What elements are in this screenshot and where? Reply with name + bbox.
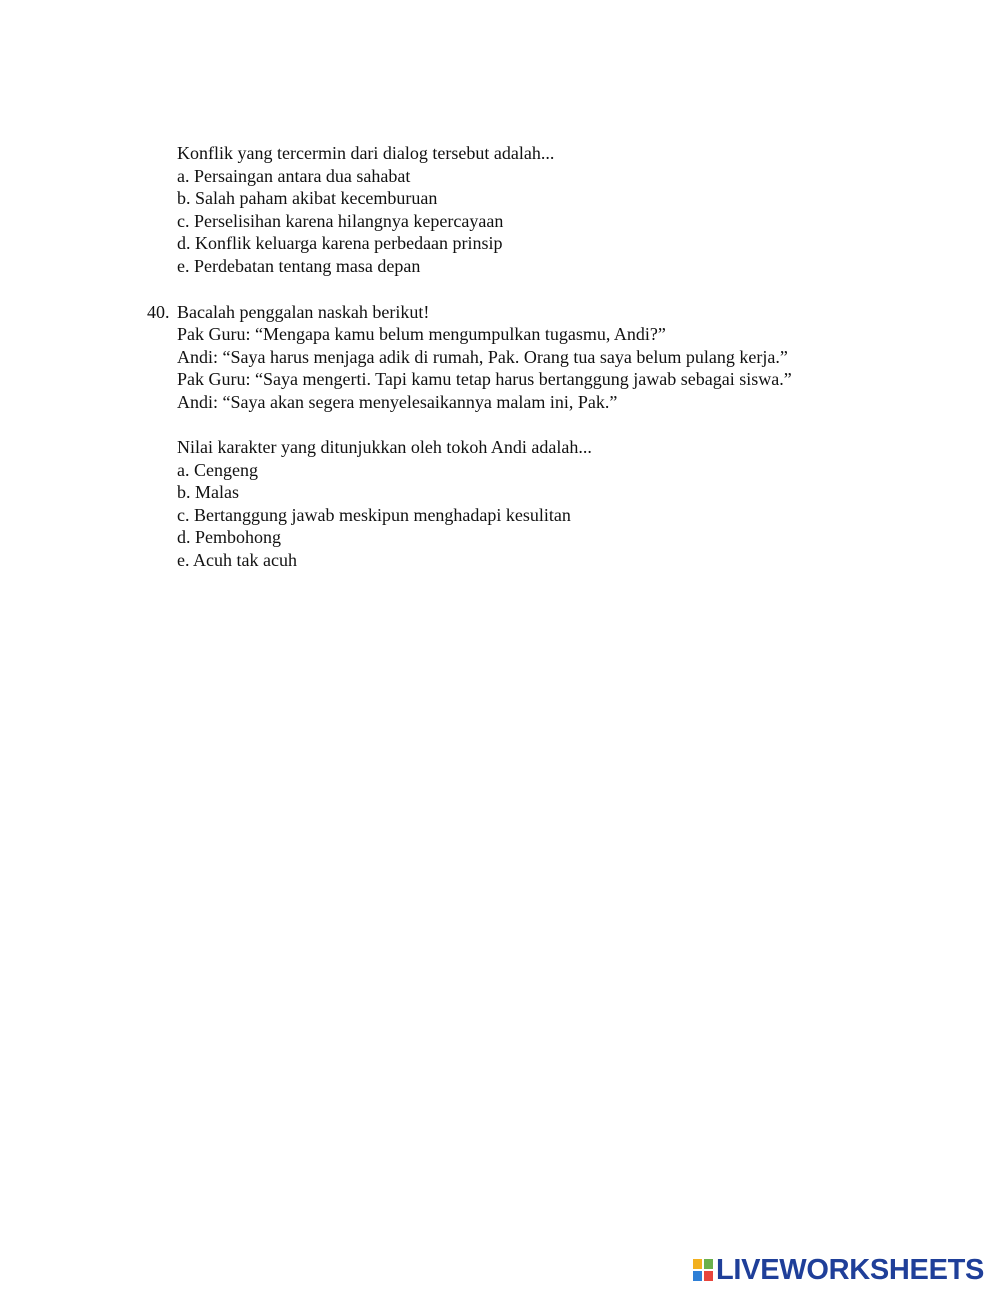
q39-option-e[interactable]: e. Perdebatan tentang masa depan xyxy=(177,256,421,276)
q40-dialog-line-3: Pak Guru: “Saya mengerti. Tapi kamu tetap harus bertanggung jawab sebagai siswa.” xyxy=(177,369,792,389)
q39-option-c[interactable]: c. Perselisihan karena hilangnya kepercayaan xyxy=(177,211,504,231)
q39-option-a[interactable]: a. Persaingan antara dua sahabat xyxy=(177,166,411,186)
q40-option-c[interactable]: c. Bertanggung jawab meskipun menghadapi kesulitan xyxy=(177,505,571,525)
q40-intro: Bacalah penggalan naskah berikut! xyxy=(177,302,430,322)
q40-number: 40. xyxy=(147,302,170,322)
q40-option-b[interactable]: b. Malas xyxy=(177,482,239,502)
liveworksheets-logo-text: LIVEWORKSHEETS xyxy=(716,1254,985,1286)
q40-dialog-line-2: Andi: “Saya harus menjaga adik di rumah, Pak. Orang tua saya belum pulang kerja.” xyxy=(177,347,788,367)
q40-dialog-line-4: Andi: “Saya akan segera menyelesaikannya malam ini, Pak.” xyxy=(177,392,618,412)
q39-prompt: Konflik yang tercermin dari dialog tersebut adalah... xyxy=(177,143,555,163)
q40-dialog-line-1: Pak Guru: “Mengapa kamu belum mengumpulkan tugasmu, Andi?” xyxy=(177,324,666,344)
liveworksheets-logo xyxy=(693,1256,984,1284)
q39-option-d[interactable]: d. Konflik keluarga karena perbedaan prinsip xyxy=(177,233,503,253)
q40-prompt: Nilai karakter yang ditunjukkan oleh tokoh Andi adalah... xyxy=(177,437,592,457)
q40-option-a[interactable]: a. Cengeng xyxy=(177,460,258,480)
q40-option-d[interactable]: d. Pembohong xyxy=(177,527,282,547)
q39-option-b[interactable]: b. Salah paham akibat kecemburuan xyxy=(177,188,438,208)
q40-option-e[interactable]: e. Acuh tak acuh xyxy=(177,550,297,570)
liveworksheets-logo-icon xyxy=(693,1259,713,1281)
